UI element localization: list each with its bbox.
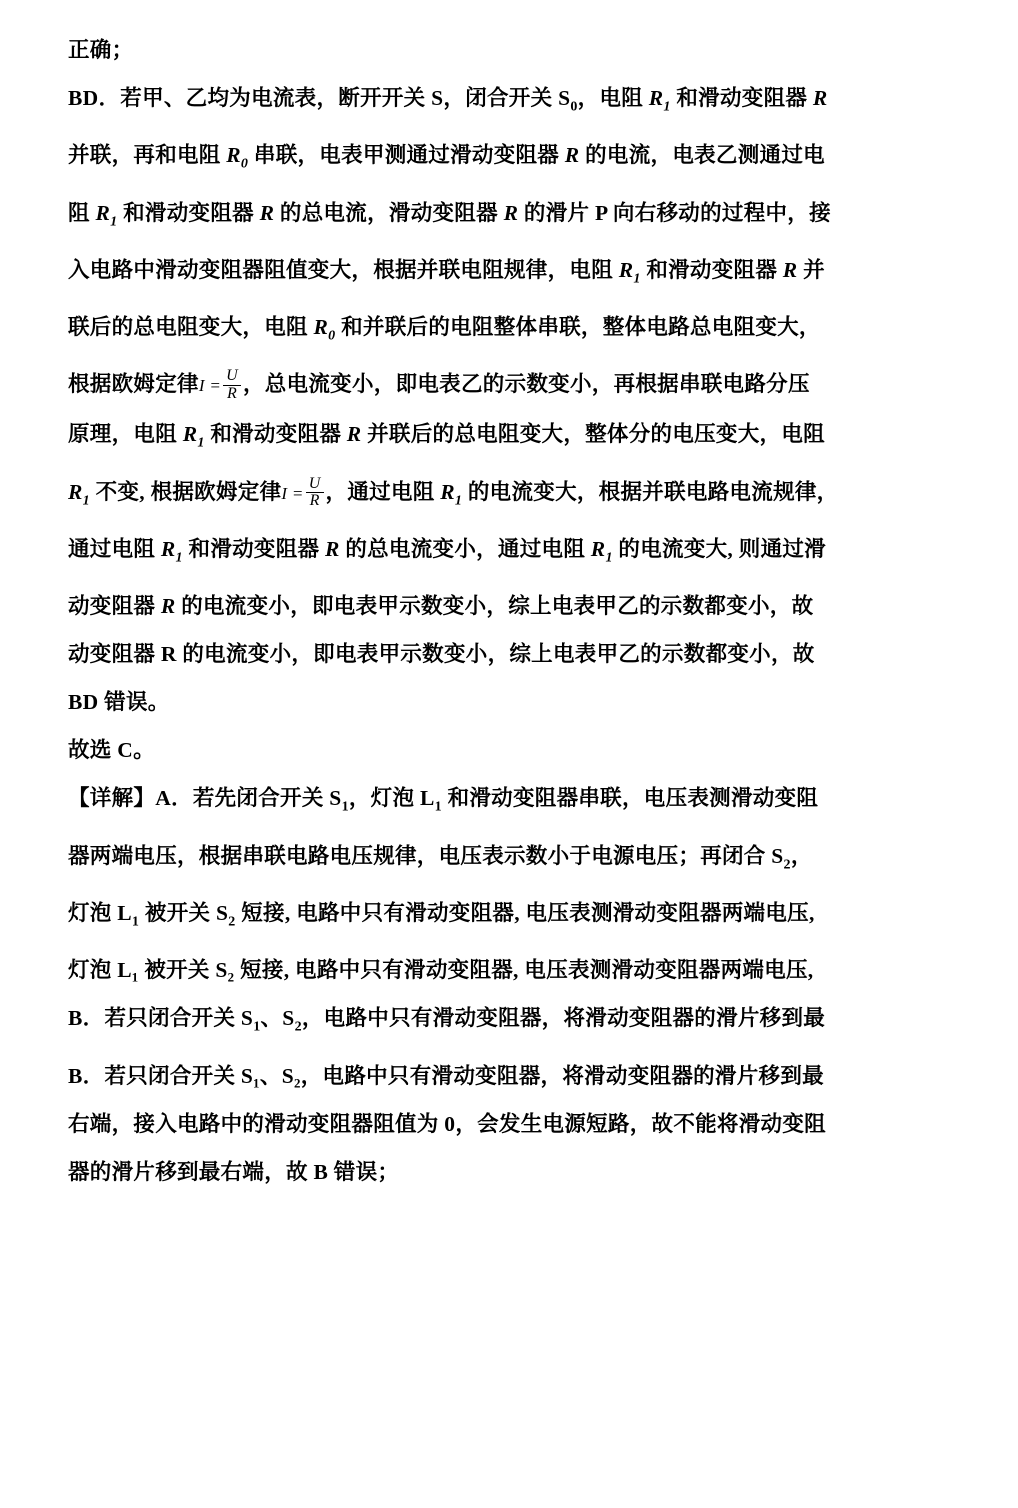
text-line	[68, 26, 968, 74]
text-line: 动变阻器 R 的电流变小，即电表甲示数变小，综上电表甲乙的示数都变小，故	[68, 594, 814, 619]
text-line: 并联，再和电阻 $R_0$ 串联，电表甲测通过滑动变阻器 R 的电流，电表乙测通过电	[68, 143, 825, 172]
fraction-numerator: U	[226, 367, 238, 385]
text-line-with-formula: $R_1$ 不变, 根据欧姆定律I = $\frac{U}{R}$ ，通过电阻 $R_1$ 的电流变大，根据并联电路电流规律，	[68, 474, 839, 510]
text-line-with-formula: 根据欧姆定律I = $\frac{U}{R}$ ，总电流变小，即电表乙的示数变小，再根据串联电路分压	[68, 367, 810, 403]
text-line	[68, 678, 968, 726]
fraction-numerator: U	[308, 474, 321, 492]
text-line: 【详解】A．若先闭合开关 $S_1$，灯泡 $L_1$ 和滑动变阻器串联，电压表测滑动变阻	[68, 786, 819, 815]
text-line	[68, 1052, 968, 1100]
line-text: 右端，接入电路中的滑动变阻器阻值为 0，会发生电源短路，故不能将滑动变阻	[68, 1111, 826, 1136]
line-text: 灯泡 L₁ 被开关 S₂ 短接, 电路中只有滑动变阻器, 电压表测滑动变阻器两端电压,	[68, 958, 814, 983]
fraction-denominator: R	[306, 492, 324, 510]
text-line	[68, 1148, 968, 1196]
text-line: 器两端电压，根据串联电路电压规律，电压表示数小于电源电压；再闭合 $S_2$，	[68, 843, 813, 872]
line-text: B．若只闭合开关 S₁、S₂，电路中只有滑动变阻器，将滑动变阻器的滑片移到最	[68, 1063, 824, 1088]
question-number	[68, 726, 968, 774]
text-line: 入电路中滑动变阻器阻值变大，根据并联电阻规律，电阻 $R_1$ 和滑动变阻器 R 并	[68, 257, 825, 287]
text-line: 灯泡 $L_1$ 被开关 $S_2$ 短接, 电路中只有滑动变阻器, 电压表测滑动变阻器两端电压,	[68, 900, 815, 930]
fraction-u-over-r	[223, 368, 241, 403]
text-line: BD．若甲、乙均为电流表，断开开关 S，闭合开关 $S_0$，电阻 $R_1$ 和滑动变阻器 R	[68, 86, 828, 115]
text-line: 通过电阻 $R_1$ 和滑动变阻器 R 的总电流变小，通过电阻 $R_1$ 的电流变大, 则通过滑	[68, 537, 826, 566]
formula-lhs: I =	[198, 376, 222, 396]
text-line: B．若只闭合开关 $S_1$、$S_2$，电路中只有滑动变阻器，将滑动变阻器的滑片移到最	[68, 1006, 826, 1035]
line-text: 动变阻器 R 的电流变小，即电表甲示数变小，综上电表甲乙的示数都变小，故	[68, 642, 815, 667]
text-line	[68, 1100, 968, 1148]
line-text: BD 错误。	[68, 690, 170, 715]
text-line: 阻 $R_1$ 和滑动变阻器 R 的总电流，滑动变阻器 R 的滑片 P 向右移动的过程中，接	[68, 200, 831, 229]
formula-lhs: I =	[281, 483, 304, 503]
fraction-denominator: R	[223, 385, 241, 403]
text-line	[68, 946, 968, 994]
document-body	[68, 26, 968, 1196]
text-line: 联后的总电阻变大，电阻 $R_0$ 和并联后的电阻整体串联，整体电路总电阻变大，	[68, 315, 821, 344]
fraction-u-over-r	[306, 476, 324, 511]
text-line	[68, 630, 968, 678]
line-text: 正确；	[68, 38, 134, 62]
line-text: 故选 C。	[68, 738, 155, 763]
line-text: 器的滑片移到最右端，故 B 错误；	[68, 1159, 400, 1184]
text-line: 原理，电阻 $R_1$ 和滑动变阻器 R 并联后的总电阻变大，整体分的电压变大，电阻	[68, 422, 825, 451]
